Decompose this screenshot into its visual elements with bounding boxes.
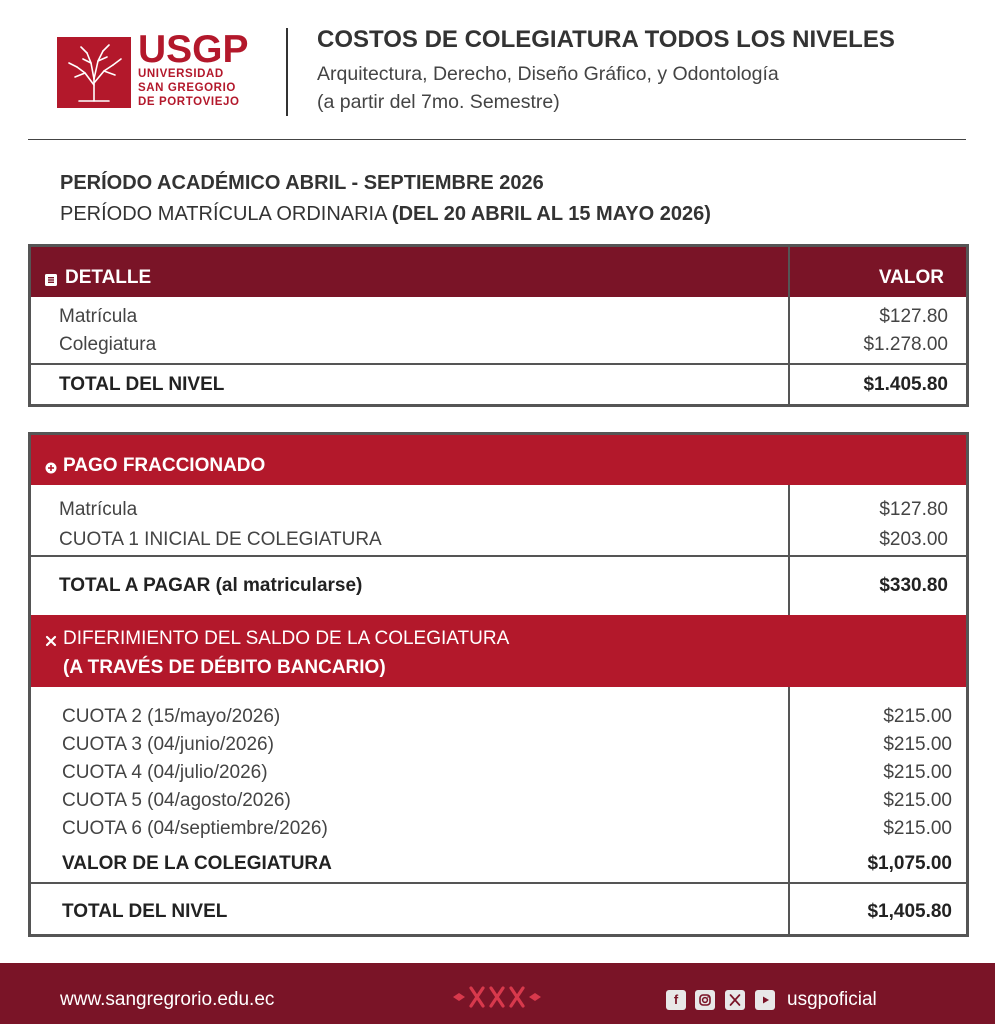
pay-total-note: (al matricularse)	[210, 575, 363, 596]
logo-university-name	[138, 67, 240, 109]
quota-label: CUOTA 2 (15/mayo/2026)	[62, 706, 281, 727]
header-rule	[28, 139, 966, 140]
logo-line-1: UNIVERSIDAD	[138, 68, 224, 80]
detail-column-divider	[788, 247, 790, 404]
installment-row-label: Matrícula	[59, 499, 138, 520]
installment-row-value: $127.80	[879, 499, 948, 520]
installment-row-value: $203.00	[879, 529, 948, 550]
quota-value: $215.00	[883, 762, 952, 783]
quota-label: CUOTA 6 (04/septiembre/2026)	[62, 818, 328, 839]
header-divider	[286, 28, 288, 116]
detail-row-value: $1.278.00	[863, 334, 948, 355]
level-total-divider	[31, 882, 966, 884]
logo-line-3: DE PORTOVIEJO	[138, 96, 240, 108]
pay-total-label-wrap	[59, 575, 362, 597]
list-icon	[45, 270, 57, 282]
detail-total-value: $1.405.80	[863, 374, 948, 395]
detail-total-label: TOTAL DEL NIVEL	[59, 374, 225, 395]
installment-column-divider-top	[788, 485, 790, 615]
tuition-value-label: VALOR DE LA COLEGIATURA	[62, 853, 332, 874]
pay-total-label: TOTAL A PAGAR	[59, 575, 211, 596]
detail-table-header	[31, 247, 966, 297]
social-handle[interactable]: usgpoficial	[787, 989, 877, 1010]
enrollment-period	[60, 203, 711, 226]
detail-header-label: DETALLE	[65, 267, 152, 288]
deferral-title	[45, 628, 509, 650]
enrollment-period-label: PERÍODO MATRÍCULA ORDINARIA	[60, 203, 392, 225]
deferral-line-2: (A TRAVÉS DE DÉBITO BANCARIO)	[63, 657, 386, 678]
quota-label: CUOTA 3 (04/junio/2026)	[62, 734, 274, 755]
detail-row-label: Colegiatura	[59, 334, 157, 355]
quota-value: $215.00	[883, 734, 952, 755]
subtitle-programs: Arquitectura, Derecho, Diseño Gráfico, y Odontología	[317, 63, 779, 85]
quota-value: $215.00	[883, 818, 952, 839]
installment-table	[28, 432, 969, 937]
deferral-line-1: DIFERIMIENTO DEL SALDO DE LA COLEGIATURA	[63, 628, 510, 649]
decorative-ornament-icon	[449, 985, 545, 1014]
quota-label: CUOTA 4 (04/julio/2026)	[62, 762, 268, 783]
detail-header-label-wrap	[45, 267, 151, 289]
detail-header-value: VALOR	[878, 267, 944, 288]
pay-total-divider	[31, 555, 966, 557]
enrollment-period-dates: (DEL 20 ABRIL AL 15 MAYO 2026)	[391, 203, 711, 225]
logo-acronym: USGP	[138, 28, 249, 71]
pay-total-value: $330.80	[879, 575, 948, 596]
logo-tree-mark	[57, 37, 131, 108]
page-title: COSTOS DE COLEGIATURA TODOS LOS NIVELES	[317, 26, 895, 53]
youtube-icon[interactable]	[755, 990, 775, 1010]
website-link[interactable]: www.sangregrorio.edu.ec	[60, 989, 275, 1010]
close-x-icon	[45, 631, 57, 643]
detail-row-value: $127.80	[879, 306, 948, 327]
tuition-value: $1,075.00	[867, 853, 952, 874]
level-total-label: TOTAL DEL NIVEL	[62, 901, 228, 922]
academic-period: PERÍODO ACADÉMICO ABRIL - SEPTIEMBRE 2026	[60, 172, 544, 194]
installment-column-divider-bottom	[788, 687, 790, 934]
quota-value: $215.00	[883, 706, 952, 727]
x-icon[interactable]	[725, 990, 745, 1010]
installment-header-label-wrap	[45, 455, 265, 477]
subtitle-semester: (a partir del 7mo. Semestre)	[317, 91, 560, 113]
instagram-icon[interactable]	[695, 990, 715, 1010]
facebook-icon[interactable]: f	[666, 990, 686, 1010]
installment-header-label: PAGO FRACCIONADO	[63, 455, 266, 476]
detail-table	[28, 244, 969, 407]
page-subtitle	[317, 60, 779, 116]
level-total-value: $1,405.80	[867, 901, 952, 922]
installment-row-label: CUOTA 1 INICIAL DE COLEGIATURA	[59, 529, 382, 550]
detail-total-divider	[31, 363, 966, 365]
detail-row-label: Matrícula	[59, 306, 138, 327]
quota-label: CUOTA 5 (04/agosto/2026)	[62, 790, 291, 811]
plus-circle-icon	[45, 458, 57, 470]
logo-line-2: SAN GREGORIO	[138, 82, 236, 94]
quota-value: $215.00	[883, 790, 952, 811]
